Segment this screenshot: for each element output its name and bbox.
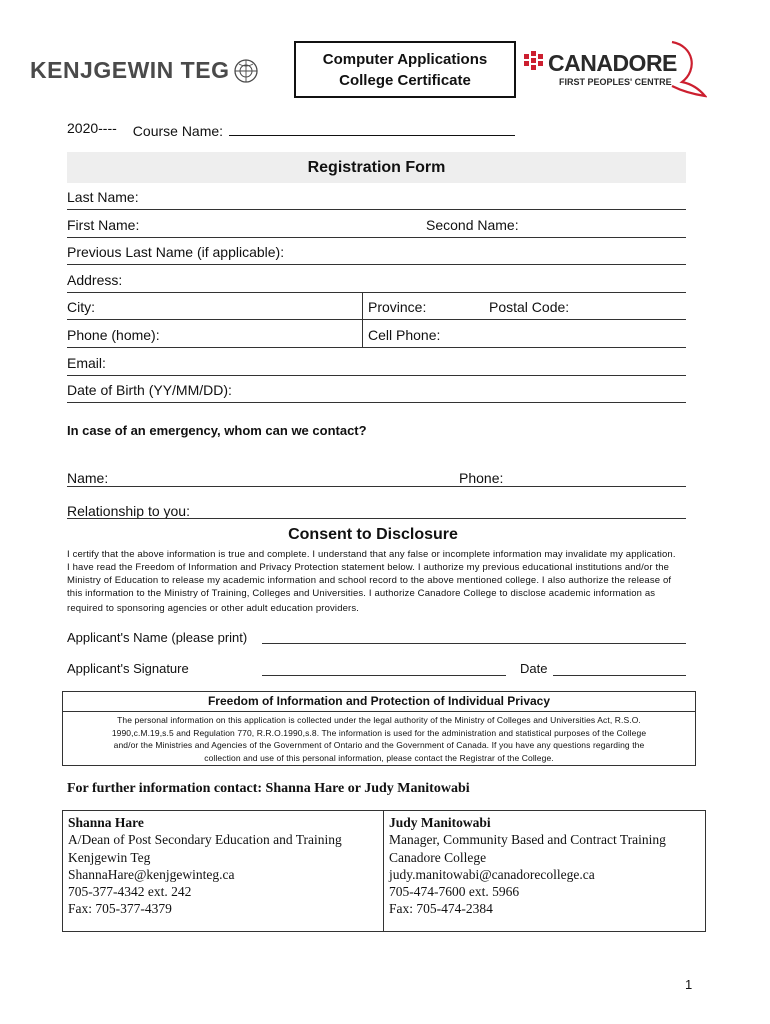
address-field[interactable]: [67, 265, 686, 293]
consent-line: required to sponsoring agencies or other adult education providers.: [67, 603, 360, 614]
registration-form-heading: Registration Form: [67, 152, 686, 183]
program-title-line1: Computer Applications: [322, 50, 488, 68]
contact-email: judy.manitowabi@canadorecollege.ca: [389, 866, 595, 882]
phone-home-label: Phone (home):: [67, 327, 160, 343]
emergency-name-label: Name:: [67, 470, 109, 486]
contact-fax: Fax: 705-474-2384: [389, 901, 493, 917]
applicant-name-label: Applicant's Name (please print): [67, 630, 248, 645]
course-name-label: Course Name:: [132, 123, 224, 139]
column-divider: [362, 293, 363, 347]
contact-org: Kenjgewin Teg: [68, 849, 151, 865]
applicant-signature-label: Applicant's Signature: [67, 661, 189, 676]
consent-line: Ministry of Education to release my academic information and school record to the above mentioned college. I also authorize the release of: [67, 575, 672, 586]
consent-title: Consent to Disclosure: [288, 526, 458, 543]
contact-title: A/Dean of Post Secondary Education and Training: [68, 832, 342, 848]
foi-line: collection and use of this personal information, please contact the Registrar of the College.: [204, 752, 554, 763]
contact-phone: 705-377-4342 ext. 242: [68, 884, 192, 900]
first-peoples-centre-label: FIRST PEOPLES' CENTRE: [559, 77, 672, 87]
contact-shanna-hare: [68, 814, 342, 918]
canadore-logo: [522, 40, 707, 102]
email-label: Email:: [67, 355, 106, 371]
foi-text: [69, 714, 689, 764]
city-label: City:: [67, 299, 95, 315]
relationship-line[interactable]: [67, 518, 686, 519]
consent-line: I have read the Freedom of Information and Privacy Protection statement below. I authorize my previous educational institutions and/or the: [67, 562, 670, 573]
foi-line: and/or the Ministries and Agencies of the Government of Ontario and the Government of Canada. If you have any questions regarding the: [113, 740, 645, 750]
first-name-row: [67, 210, 686, 238]
date-of-birth-label: Date of Birth (YY/MM/DD):: [67, 382, 232, 398]
contact-org: Canadore College: [389, 849, 487, 865]
date-of-birth-field[interactable]: [67, 375, 686, 403]
previous-last-name-field[interactable]: [67, 237, 686, 265]
contact-column-divider: [383, 811, 384, 931]
kenjgewin-teg-wordmark: KENJGEWIN TEG: [30, 57, 230, 83]
date-label: Date: [520, 661, 548, 676]
foi-notice-box: [62, 691, 696, 766]
canadore-wordmark: CANADORE: [548, 50, 677, 76]
address-label: Address:: [67, 272, 123, 288]
foi-title: Freedom of Information and Protection of Individual Privacy: [63, 692, 695, 712]
course-line: [67, 120, 515, 139]
contact-title: Manager, Community Based and Contract Training: [389, 832, 666, 848]
further-info-heading: For further information contact: Shanna Hare or Judy Manitowabi: [67, 781, 470, 796]
second-name-label: Second Name:: [426, 217, 519, 233]
consent-line: I certify that the above information is true and complete. I understand that any false or incomplete information may invalidate my application.: [67, 549, 676, 560]
city-province-row: [67, 292, 686, 320]
last-name-field[interactable]: [67, 182, 686, 210]
program-title-line2: College Certificate: [339, 71, 471, 89]
course-name-underline: [229, 120, 515, 136]
email-field[interactable]: [67, 348, 686, 376]
relationship-label: Relationship to you:: [67, 503, 190, 519]
last-name-label: Last Name:: [67, 189, 139, 205]
course-year: 2020----: [67, 120, 117, 136]
contact-name: Judy Manitowabi: [389, 815, 491, 830]
contact-name: Shanna Hare: [68, 815, 144, 830]
contact-table: [62, 810, 706, 932]
program-title-box: [294, 41, 516, 98]
contact-fax: Fax: 705-377-4379: [68, 901, 172, 917]
foi-line: The personal information on this application is collected under the legal authority of the Ministry of Colleges and Universities Act, R.S.O.: [117, 715, 641, 725]
cell-phone-label: Cell Phone:: [368, 327, 441, 343]
contact-phone: 705-474-7600 ext. 5966: [389, 884, 520, 900]
consent-text: [67, 548, 692, 615]
page-number: 1: [685, 977, 693, 992]
course-name-field[interactable]: [133, 120, 515, 139]
first-name-label: First Name:: [67, 217, 140, 233]
province-label: Province:: [368, 299, 427, 315]
emergency-phone-label: Phone:: [459, 470, 504, 486]
applicant-signature-line[interactable]: [262, 675, 506, 676]
emergency-name-phone-line[interactable]: [67, 486, 686, 487]
postal-code-label: Postal Code:: [489, 299, 570, 315]
applicant-name-line[interactable]: [262, 643, 686, 644]
previous-last-name-label: Previous Last Name (if applicable):: [67, 244, 285, 260]
consent-line: this information to the Ministry of Training, Colleges and Universities. I authorize Canadore College to disclose academic information as: [67, 588, 656, 599]
contact-judy-manitowabi: [389, 814, 666, 918]
emergency-contact-question: In case of an emergency, whom can we contact?: [67, 423, 367, 438]
date-line[interactable]: [553, 675, 686, 676]
foi-line: 1990,c.M.19,s.5 and Regulation 770, R.R.O.1990,s.8. The information is used for the administration and statistical purposes of the College: [111, 727, 647, 738]
phone-row: [67, 320, 686, 348]
medicine-wheel-icon: [233, 58, 259, 84]
kenjgewin-teg-logo: [30, 57, 259, 84]
contact-email: ShannaHare@kenjgewinteg.ca: [68, 866, 235, 882]
